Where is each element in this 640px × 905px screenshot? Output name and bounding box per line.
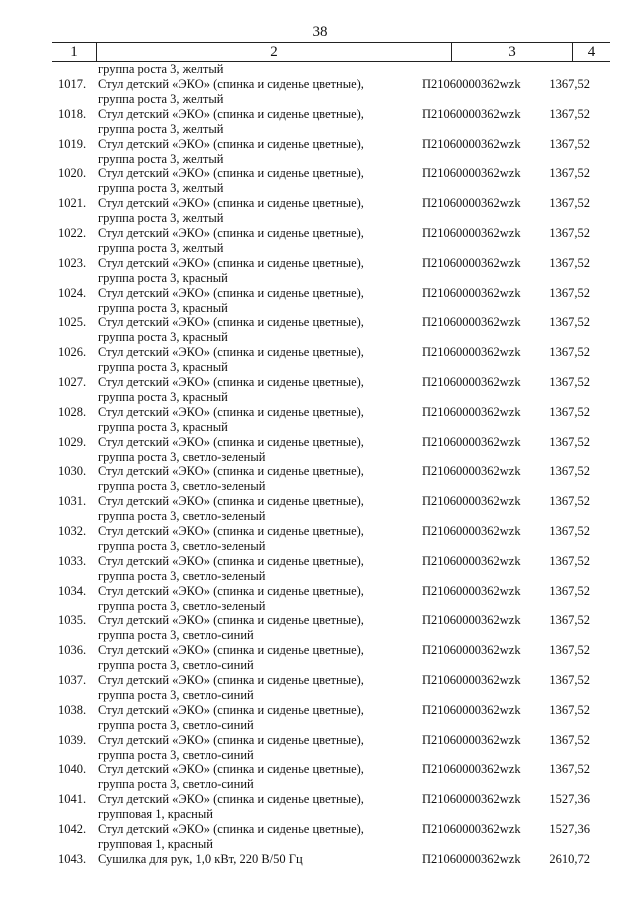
item-code: П21060000362wzk [422,106,521,121]
item-price: 1367,52 [549,494,590,509]
item-name-line: группа роста 3, светло-синий [98,777,254,792]
item-name-line: Стул детский «ЭКО» (спинка и сиденье цветные), [98,285,364,300]
item-price: 1527,36 [549,792,590,807]
item-code: П21060000362wzk [422,553,521,568]
table-row [0,613,640,643]
item-code: П21060000362wzk [422,345,521,360]
table-header [52,42,610,62]
item-code: П21060000362wzk [422,226,521,240]
item-name [98,286,364,316]
item-name [98,643,364,673]
continuation-text: группа роста 3, желтый [98,62,224,76]
item-name [98,494,364,524]
item-name [98,137,364,167]
item-name-line: Стул детский «ЭКО» (спинка и сиденье цветные), [98,702,364,717]
item-price: 1367,52 [549,553,590,568]
item-price: 1367,52 [549,732,590,747]
column-header-3: 3 [508,44,516,60]
item-name-line: групповая 1, красный [98,837,213,851]
item-name-line: группа роста 3, светло-зеленый [98,539,266,553]
item-name-line: Стул детский «ЭКО» (спинка и сиденье цветные), [98,613,364,628]
item-name-line: Стул детский «ЭКО» (спинка и сиденье цветные), [98,583,364,598]
item-name-line: группа роста 3, светло-зеленый [98,479,266,494]
row-number: 1034. [58,583,87,598]
item-name-line: группа роста 3, желтый [98,211,224,226]
row-number: 1029. [58,434,87,449]
table-row [0,762,640,792]
table-row [0,435,640,465]
item-price: 1367,52 [549,643,590,658]
item-name-line: группа роста 3, светло-зеленый [98,509,266,524]
item-name [98,226,364,256]
item-name-line: Стул детский «ЭКО» (спинка и сиденье цветные), [98,673,364,687]
item-name-line: Стул детский «ЭКО» (спинка и сиденье цветные), [98,524,364,538]
table-row [0,315,640,345]
row-number: 1040. [58,762,87,777]
item-name [98,762,364,792]
row-number: 1017. [58,77,87,91]
row-number: 1036. [58,643,87,658]
item-name-line: Сушилка для рук, 1,0 кВт, 220 В/50 Гц [98,851,303,866]
item-code: П21060000362wzk [422,702,521,717]
item-name-line: группа роста 3, светло-синий [98,658,254,673]
row-number: 1042. [58,822,87,836]
item-code: П21060000362wzk [422,494,521,509]
item-code: П21060000362wzk [422,822,521,836]
table-row [0,137,640,167]
item-code: П21060000362wzk [422,792,521,807]
item-price: 1367,52 [549,255,590,270]
item-name [98,703,364,733]
item-price: 1367,52 [549,673,590,687]
item-name-line: Стул детский «ЭКО» (спинка и сиденье цветные), [98,255,364,270]
item-name [98,673,364,703]
page-number: 38 [312,24,328,40]
item-name-line: группа роста 3, красный [98,390,228,404]
item-name [98,852,303,882]
item-name-line: группа роста 3, светло-синий [98,688,254,702]
item-name-line: Стул детский «ЭКО» (спинка и сиденье цветные), [98,345,364,360]
row-number: 1031. [58,494,87,509]
item-name-line: Стул детский «ЭКО» (спинка и сиденье цветные), [98,166,364,181]
item-name-line [98,867,303,882]
item-name-line: группа роста 3, светло-зеленый [98,598,266,613]
item-name [98,77,364,107]
item-name-line: Стул детский «ЭКО» (спинка и сиденье цветные), [98,434,364,449]
item-price: 1367,52 [549,196,590,211]
item-name-line: Стул детский «ЭКО» (спинка и сиденье цветные), [98,77,364,91]
item-name-line: группа роста 3, красный [98,270,228,285]
table-row [0,286,640,316]
item-price: 1367,52 [549,315,590,330]
item-code: П21060000362wzk [422,524,521,538]
row-number: 1032. [58,524,87,538]
item-price: 1367,52 [549,375,590,389]
item-price: 1367,52 [549,702,590,717]
table-row [0,405,640,435]
item-name [98,435,364,465]
item-code: П21060000362wzk [422,77,521,91]
table-row [0,673,640,703]
item-name-line: Стул детский «ЭКО» (спинка и сиденье цветные), [98,732,364,747]
table-row [0,733,640,763]
row-number: 1028. [58,404,87,419]
item-name-line: группа роста 3, желтый [98,121,224,136]
item-name [98,345,364,375]
row-number: 1037. [58,673,87,687]
item-code: П21060000362wzk [422,434,521,449]
table-row [0,703,640,733]
table-row [0,643,640,673]
item-code: П21060000362wzk [422,583,521,598]
table-row [0,464,640,494]
item-name-line: Стул детский «ЭКО» (спинка и сиденье цветные), [98,792,364,807]
table-row [0,494,640,524]
item-code: П21060000362wzk [422,285,521,300]
row-number: 1026. [58,345,87,360]
item-code: П21060000362wzk [422,315,521,330]
table-row [0,584,640,614]
item-name [98,405,364,435]
item-price: 2610,72 [549,851,590,866]
item-name-line: группа роста 3, желтый [98,241,224,255]
item-name-line: группа роста 3, светло-синий [98,628,254,643]
item-name [98,464,364,494]
item-code: П21060000362wzk [422,732,521,747]
table-row [0,256,640,286]
item-name [98,107,364,137]
item-price: 1367,52 [549,434,590,449]
item-price: 1367,52 [549,762,590,777]
item-price: 1367,52 [549,404,590,419]
row-number: 1018. [58,106,87,121]
row-number: 1023. [58,255,87,270]
item-name [98,196,364,226]
item-name [98,256,364,286]
item-code: П21060000362wzk [422,375,521,389]
item-name-line: группа роста 3, желтый [98,151,224,166]
item-name-line: группа роста 3, светло-синий [98,747,254,762]
row-number: 1019. [58,136,87,151]
row-number: 1021. [58,196,87,211]
item-name-line: Стул детский «ЭКО» (спинка и сиденье цветные), [98,553,364,568]
item-code: П21060000362wzk [422,196,521,211]
item-name-line: Стул детский «ЭКО» (спинка и сиденье цветные), [98,404,364,419]
table-row [0,375,640,405]
column-header-2: 2 [270,44,278,60]
column-header-4: 4 [587,44,596,60]
item-name [98,613,364,643]
row-number: 1020. [58,166,87,181]
item-name-line: группа роста 3, желтый [98,92,224,106]
item-name-line: Стул детский «ЭКО» (спинка и сиденье цветные), [98,106,364,121]
item-name [98,166,364,196]
item-name [98,554,364,584]
item-price: 1367,52 [549,464,590,479]
item-name [98,733,364,763]
item-code: П21060000362wzk [422,464,521,479]
item-code: П21060000362wzk [422,643,521,658]
row-number: 1024. [58,285,87,300]
item-code: П21060000362wzk [422,762,521,777]
row-number: 1038. [58,702,87,717]
item-name-line: группа роста 3, желтый [98,181,224,196]
item-price: 1367,52 [549,226,590,240]
row-number: 1039. [58,732,87,747]
row-number: 1030. [58,464,87,479]
item-name-line: Стул детский «ЭКО» (спинка и сиденье цветные), [98,196,364,211]
table-row [0,822,640,852]
table-row [0,107,640,137]
item-name-line: Стул детский «ЭКО» (спинка и сиденье цветные), [98,315,364,330]
item-name-line: группа роста 3, светло-зеленый [98,568,266,583]
table-row [0,852,640,882]
item-name-line: Стул детский «ЭКО» (спинка и сиденье цветные), [98,822,364,836]
item-price: 1367,52 [549,166,590,181]
row-number: 1043. [58,851,87,866]
item-name-line: группа роста 3, красный [98,330,228,345]
item-code: П21060000362wzk [422,851,521,866]
table-row [0,77,640,107]
item-name-line: Стул детский «ЭКО» (спинка и сиденье цветные), [98,643,364,658]
item-name [98,584,364,614]
item-price: 1367,52 [549,583,590,598]
item-name-line: группа роста 3, светло-зеленый [98,449,266,464]
column-header-1: 1 [70,44,78,60]
item-name [98,524,364,554]
item-name [98,822,364,852]
item-price: 1367,52 [549,77,590,91]
table-row [0,524,640,554]
item-code: П21060000362wzk [422,613,521,628]
item-name-line: Стул детский «ЭКО» (спинка и сиденье цветные), [98,494,364,509]
item-name-line: группа роста 3, красный [98,300,228,315]
row-number: 1022. [58,226,87,240]
table-row [0,345,640,375]
item-name-line: группа роста 3, светло-синий [98,717,254,732]
row-number: 1027. [58,375,87,389]
item-name-line: групповая 1, красный [98,807,213,822]
row-number: 1025. [58,315,87,330]
item-name-line: Стул детский «ЭКО» (спинка и сиденье цветные), [98,762,364,777]
item-code: П21060000362wzk [422,136,521,151]
table-row [0,226,640,256]
item-name-line: группа роста 3, красный [98,419,228,434]
table-row [0,792,640,822]
table-row [0,166,640,196]
item-code: П21060000362wzk [422,673,521,687]
item-price: 1367,52 [549,106,590,121]
item-code: П21060000362wzk [422,166,521,181]
item-price: 1367,52 [549,136,590,151]
item-name-line: Стул детский «ЭКО» (спинка и сиденье цветные), [98,375,364,389]
item-name [98,792,364,822]
table-row [0,196,640,226]
item-price: 1367,52 [549,524,590,538]
item-name-line: Стул детский «ЭКО» (спинка и сиденье цветные), [98,226,364,240]
item-name [98,375,364,405]
table-row [0,554,640,584]
item-code: П21060000362wzk [422,255,521,270]
item-name-line: группа роста 3, красный [98,360,228,375]
row-number: 1033. [58,553,87,568]
item-price: 1527,36 [549,822,590,836]
item-price: 1367,52 [549,285,590,300]
item-code: П21060000362wzk [422,404,521,419]
item-name-line: Стул детский «ЭКО» (спинка и сиденье цветные), [98,464,364,479]
row-number: 1035. [58,613,87,628]
item-name [98,315,364,345]
row-number: 1041. [58,792,87,807]
item-name-line: Стул детский «ЭКО» (спинка и сиденье цветные), [98,136,364,151]
item-price: 1367,52 [549,345,590,360]
item-price: 1367,52 [549,613,590,628]
